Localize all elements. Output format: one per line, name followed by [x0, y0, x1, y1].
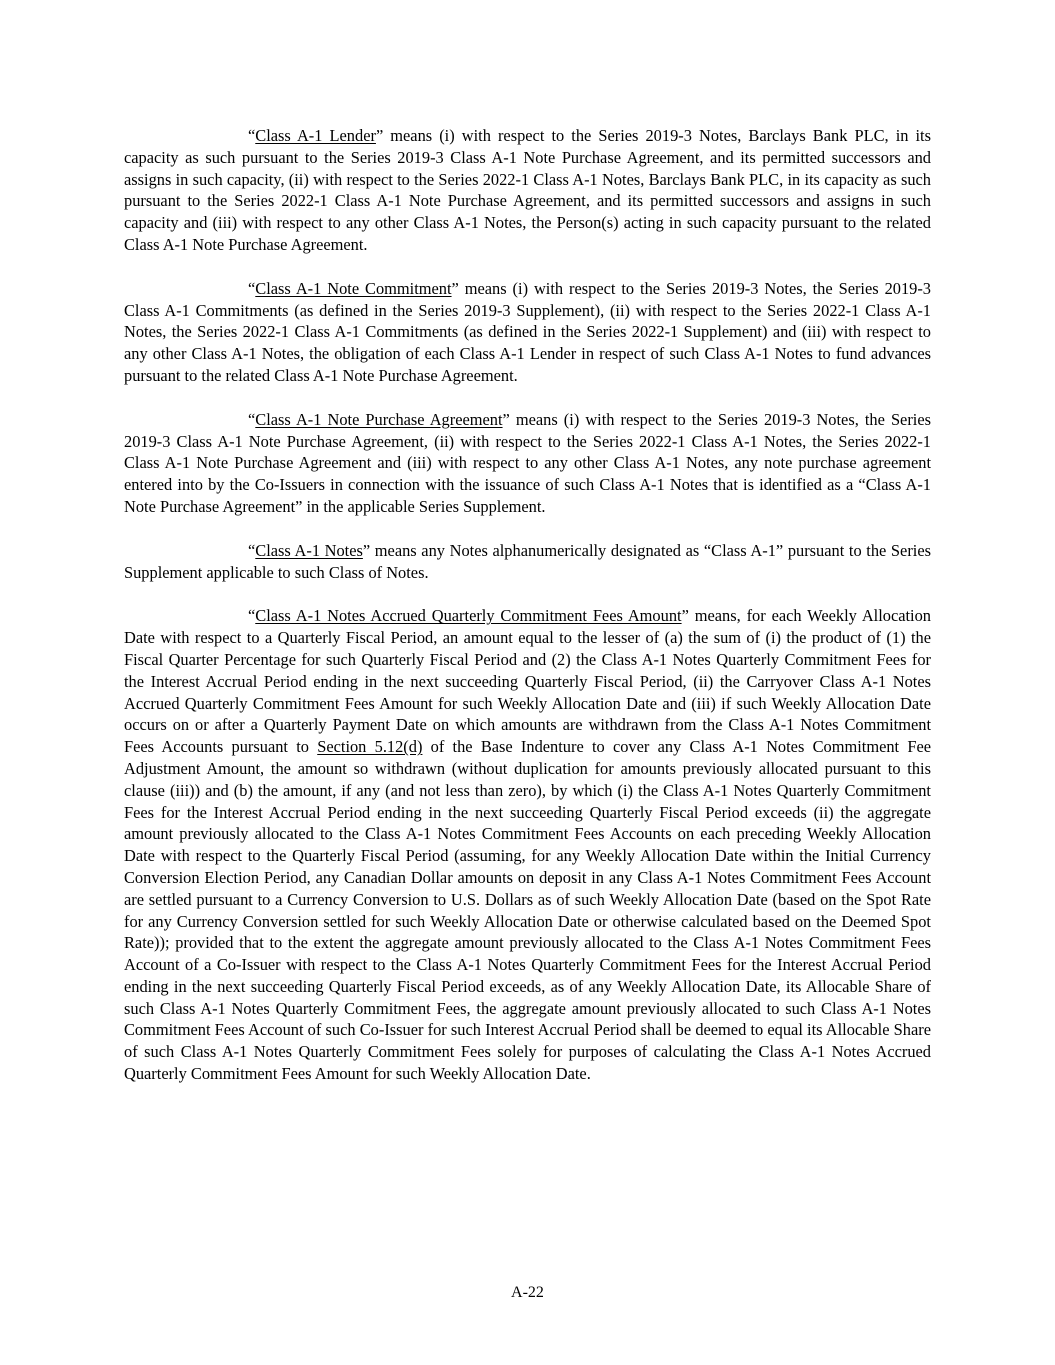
- definition-class-a1-note-commitment: “Class A-1 Note Commitment” means (i) with respect to the Series 2019-3 Notes, the Series 2019-3 Class A-1 Commitments (as defined in the Series 2019-3 Supplement), (ii) with respect to the Series 2022-1 Class A-1 Notes, the Series 2022-1 Class A-1 Commitments (as defined in the Series 2022-1 Supplement) and (iii) with respect to any other Class A-1 Notes, the obligation of each Class A-1 Lender in respect of such Class A-1 Notes to fund advances pursuant to the related Class A-1 Note Purchase Agreement.: [124, 278, 931, 385]
- defined-term: Class A-1 Note Commitment: [255, 278, 452, 298]
- definition-class-a1-note-purchase-agreement: “Class A-1 Note Purchase Agreement” means (i) with respect to the Series 2019-3 Notes, the Series 2019-3 Class A-1 Note Purchase Agreement, (ii) with respect to the Series 2022-1 Class A-1 Notes, the Series 2022-1 Class A-1 Note Purchase Agreement and (iii) with respect to any other Class A-1 Notes, any note purchase agreement entered into by the Co-Issuers in connection with the issuance of such Class A-1 Notes that is identified as a “Class A-1 Note Purchase Agreement” in the applicable Series Supplement.: [124, 409, 931, 516]
- page-number: A-22: [511, 1284, 544, 1301]
- definition-class-a1-notes: “Class A-1 Notes” means any Notes alphanumerically designated as “Class A-1” pursuant to the Series Supplement applicable to such Class of Notes.: [124, 540, 931, 582]
- definitions-list: [124, 125, 931, 1107]
- defined-term: Class A-1 Note Purchase Agreement: [255, 409, 503, 429]
- definition-body: means (i) with respect to the Series 2019-3 Notes, the Series 2019-3 Class A-1 Note Purchase Agreement, (ii) with respect to the Series 2022-1 Class A-1 Notes, the Series 2022-1 Class A-1 Note Purchase Agreement and (iii) with respect to any other Class A-1 Notes, any note purchase agreement entered into by the Co-Issuers in connection with the issuance of such Class A-1 Notes that is identified as a “Class A-1 Note Purchase Agreement” in the applicable Series Supplement.: [124, 409, 931, 516]
- defined-term: Class A-1 Lender: [255, 126, 376, 145]
- definition-body: means (i) with respect to the Series 2019-3 Notes, the Series 2019-3 Class A-1 Commitments (as defined in the Series 2019-3 Supplement), (ii) with respect to the Series 2022-1 Class A-1 Notes, the Series 2022-1 Class A-1 Commitments (as defined in the Series 2022-1 Supplement) and (iii) with respect to any other Class A-1 Notes, the obligation of each Class A-1 Lender in respect of such Class A-1 Notes to fund advances pursuant to the related Class A-1 Note Purchase Agreement.: [124, 278, 931, 385]
- section-reference: Section 5.12(d): [317, 737, 423, 757]
- definition-class-a1-lender: “Class A-1 Lender” means (i) with respect to the Series 2019-3 Notes, Barclays Bank PLC, in its capacity as such pursuant to the Series 2019-3 Class A-1 Note Purchase Agreement, and its permitted successors and assigns in such capacity, (ii) with respect to the Series 2022-1 Class A-1 Notes, Barclays Bank PLC, in its capacity as such pursuant to the Series 2022-1 Class A-1 Note Purchase Agreement, and its permitted successors and assigns in such capacity and (iii) with respect to any other Class A-1 Notes, the Person(s) acting in such capacity pursuant to the related Class A-1 Note Purchase Agreement.: [124, 126, 931, 254]
- definition-body: means (i) with respect to the Series 2019-3 Notes, Barclays Bank PLC, in its capacity as such pursuant to the Series 2019-3 Class A-1 Note Purchase Agreement, and its permitted successors and assigns in such capacity, (ii) with respect to the Series 2022-1 Class A-1 Notes, Barclays Bank PLC, in its capacity as such pursuant to the Series 2022-1 Class A-1 Note Purchase Agreement, and its permitted successors and assigns in such capacity and (iii) with respect to any other Class A-1 Notes, the Person(s) acting in such capacity pursuant to the related Class A-1 Note Purchase Agreement.: [124, 126, 931, 254]
- definition-body: means any Notes alphanumerically designated as “Class A-1” pursuant to the Series Supplement applicable to such Class of Notes.: [124, 540, 931, 582]
- definition-body: means, for each Weekly Allocation Date with respect to a Quarterly Fiscal Period, an amount equal to the lesser of (a) the sum of (i) the product of (1) the Fiscal Quarter Percentage for such Quarterly Fiscal Period and (2) the Class A-1 Notes Quarterly Commitment Fees for the Interest Accrual Period ending in the next succeeding Quarterly Fiscal Period, (ii) the Carryover Class A-1 Notes Accrued Quarterly Commitment Fees Amount for such Weekly Allocation Date and (iii) if such Weekly Allocation Date occurs on or after a Quarterly Payment Date on which amounts are withdrawn from the Class A-1 Notes Commitment Fees Accounts pursuant to: [124, 606, 932, 757]
- definition-class-a1-accrued-fees-amount: “Class A-1 Notes Accrued Quarterly Commitment Fees Amount” means, for each Weekly Allocation Date with respect to a Quarterly Fiscal Period, an amount equal to the lesser of (a) the sum of (i) the product of (1) the Fiscal Quarter Percentage for such Quarterly Fiscal Period and (2) the Class A-1 Notes Quarterly Commitment Fees for the Interest Accrual Period ending in the next succeeding Quarterly Fiscal Period, (ii) the Carryover Class A-1 Notes Accrued Quarterly Commitment Fees Amount for such Weekly Allocation Date and (iii) if such Weekly Allocation Date occurs on or after a Quarterly Payment Date on which amounts are withdrawn from the Class A-1 Notes Commitment Fees Accounts pursuant to Section 5.12(d) of the Base Indenture to cover any Class A-1 Notes Commitment Fee Adjustment Amount, the amount so withdrawn (without duplication for amounts previously allocated pursuant to this clause (iii)) and (b) the amount, if any (and not less than zero), by which (i) the Class A-1 Notes Quarterly Commitment Fees for the Interest Accrual Period ending in the next succeeding Quarterly Fiscal Period exceeds (ii) the aggregate amount previously allocated to the Class A-1 Notes Commitment Fees Accounts on each preceding Weekly Allocation Date with respect to the Quarterly Fiscal Period (assuming, for any Weekly Allocation Date within the Initial Currency Conversion Election Period, any Canadian Dollar amounts on deposit in any Class A-1 Notes Commitment Fees Account are settled pursuant to a Currency Conversion to U.S. Dollars as of such Weekly Allocation Date (based on the Spot Rate for any Currency Conversion settled for such Weekly Allocation Date or otherwise calculated based on the Deemed Spot Rate)); provided that to the extent the aggregate amount previously allocated to the Class A-1 Notes Commitment Fees Account of a Co-Issuer with respect to the Class A-1 Notes Quarterly Commitment Fees for the Interest Accrual Period ending in the next succeeding Quarterly Fiscal Period exceeds, as of any Weekly Allocation Date, its Allocable Share of such Class A-1 Notes Quarterly Commitment Fees, the aggregate amount previously allocated to such Class A-1 Notes Commitment Fees Account of such Co-Issuer for such Interest Accrual Period shall be deemed to equal its Allocable Share of such Class A-1 Notes Quarterly Commitment Fees solely for purposes of calculating the Class A-1 Notes Accrued Quarterly Commitment Fees Amount for such Weekly Allocation Date.: [124, 606, 932, 1084]
- definition-body-continued: of the Base Indenture to cover any Class A-1 Notes Commitment Fee Adjustment Amount, the amount so withdrawn (without duplication for amounts previously allocated pursuant to this clause (iii)) and (b) the amount, if any (and not less than zero), by which (i) the Class A-1 Notes Quarterly Commitment Fees for the Interest Accrual Period ending in the next succeeding Quarterly Fiscal Period exceeds (ii) the aggregate amount previously allocated to the Class A-1 Notes Commitment Fees Accounts on each preceding Weekly Allocation Date with respect to the Quarterly Fiscal Period (assuming, for any Weekly Allocation Date within the Initial Currency Conversion Election Period, any Canadian Dollar amounts on deposit in any Class A-1 Notes Commitment Fees Account are settled pursuant to a Currency Conversion to U.S. Dollars as of such Weekly Allocation Date (based on the Spot Rate for any Currency Conversion settled for such Weekly Allocation Date or otherwise calculated based on the Deemed Spot Rate)); provided that to the extent the aggregate amount previously allocated to the Class A-1 Notes Commitment Fees Account of a Co-Issuer with respect to the Class A-1 Notes Quarterly Commitment Fees for the Interest Accrual Period ending in the next succeeding Quarterly Fiscal Period exceeds, as of any Weekly Allocation Date, its Allocable Share of such Class A-1 Notes Quarterly Commitment Fees, the aggregate amount previously allocated to such Class A-1 Notes Commitment Fees Account of such Co-Issuer for such Interest Accrual Period shall be deemed to equal its Allocable Share of such Class A-1 Notes Quarterly Commitment Fees solely for purposes of calculating the Class A-1 Notes Accrued Quarterly Commitment Fees Amount for such Weekly Allocation Date.: [124, 737, 931, 1084]
- defined-term: Class A-1 Notes: [255, 540, 363, 560]
- defined-term: Class A-1 Notes Accrued Quarterly Commitment Fees Amount: [255, 606, 682, 626]
